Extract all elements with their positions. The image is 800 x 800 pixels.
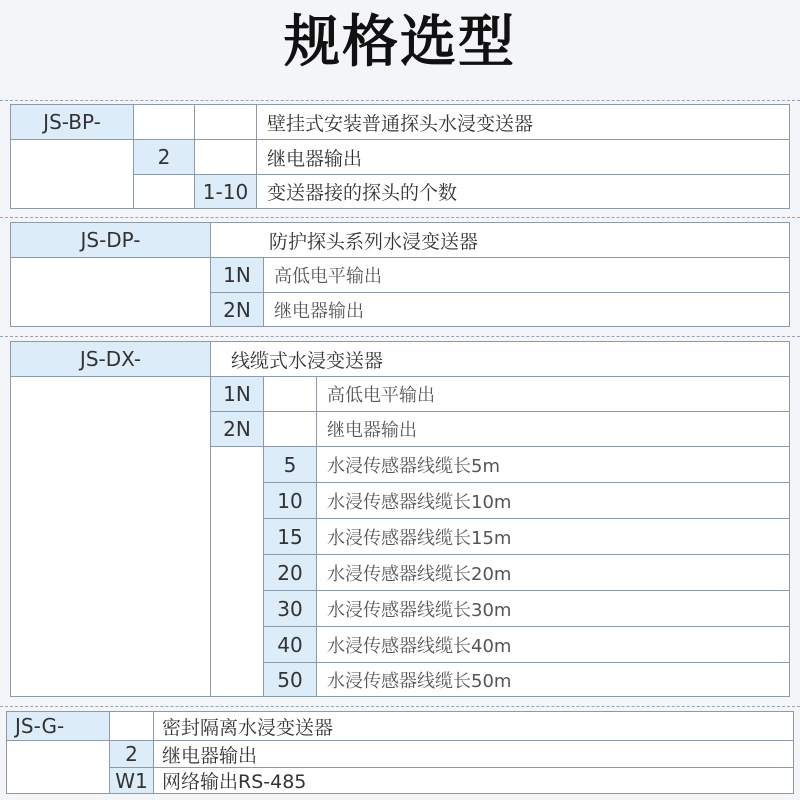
model-code-js-dx: JS-DX- — [10, 341, 211, 377]
length-code: 10 — [263, 482, 317, 519]
empty-cell — [263, 411, 317, 447]
option-desc: 继电器输出 — [153, 740, 794, 768]
length-desc: 水浸传感器线缆长20m — [316, 554, 790, 591]
option-desc: 高低电平输出 — [263, 257, 790, 293]
length-code: 30 — [263, 590, 317, 627]
option-code: 1N — [210, 257, 264, 293]
empty-cell — [194, 104, 257, 140]
length-code: 50 — [263, 662, 317, 697]
option-code: 1-10 — [194, 174, 257, 209]
empty-cell — [133, 174, 195, 209]
length-desc: 水浸传感器线缆长50m — [316, 662, 790, 697]
option-code: 2 — [133, 139, 195, 175]
empty-cell — [194, 139, 257, 175]
model-code-js-dp: JS-DP- — [10, 222, 211, 258]
length-code: 20 — [263, 554, 317, 591]
empty-cell — [10, 376, 211, 697]
length-code: 5 — [263, 446, 317, 483]
empty-cell — [10, 139, 134, 209]
option-code: 2N — [210, 292, 264, 327]
option-desc: 变送器接的探头的个数 — [256, 174, 790, 209]
model-desc-js-dx: 线缆式水浸变送器 — [210, 341, 790, 377]
section-divider — [0, 217, 800, 218]
section-divider — [0, 100, 800, 101]
model-desc-js-g: 密封隔离水浸变送器 — [153, 711, 794, 741]
option-code: W1 — [109, 767, 154, 794]
empty-cell — [133, 104, 195, 140]
model-code-js-bp: JS-BP- — [10, 104, 134, 140]
option-code: 2 — [109, 740, 154, 768]
model-desc-js-bp: 壁挂式安装普通探头水浸变送器 — [256, 104, 790, 140]
section-divider — [0, 706, 800, 707]
option-desc: 继电器输出 — [316, 411, 790, 447]
length-desc: 水浸传感器线缆长15m — [316, 518, 790, 555]
model-desc-js-dp: 防护探头系列水浸变送器 — [210, 222, 790, 258]
section-divider — [0, 336, 800, 337]
option-desc: 继电器输出 — [256, 139, 790, 175]
option-desc: 继电器输出 — [263, 292, 790, 327]
empty-cell — [210, 446, 264, 697]
option-desc: 网络输出RS-485 — [153, 767, 794, 794]
length-desc: 水浸传感器线缆长10m — [316, 482, 790, 519]
length-desc: 水浸传感器线缆长30m — [316, 590, 790, 627]
empty-cell — [263, 376, 317, 412]
option-code: 2N — [210, 411, 264, 447]
empty-cell — [109, 711, 154, 741]
empty-cell — [10, 257, 211, 327]
length-code: 40 — [263, 626, 317, 663]
empty-cell — [6, 740, 110, 794]
page-title: 规格选型 — [284, 10, 516, 75]
option-code: 1N — [210, 376, 264, 412]
model-code-js-g: JS-G- — [6, 711, 110, 741]
length-desc: 水浸传感器线缆长5m — [316, 446, 790, 483]
option-desc: 高低电平输出 — [316, 376, 790, 412]
length-desc: 水浸传感器线缆长40m — [316, 626, 790, 663]
length-code: 15 — [263, 518, 317, 555]
